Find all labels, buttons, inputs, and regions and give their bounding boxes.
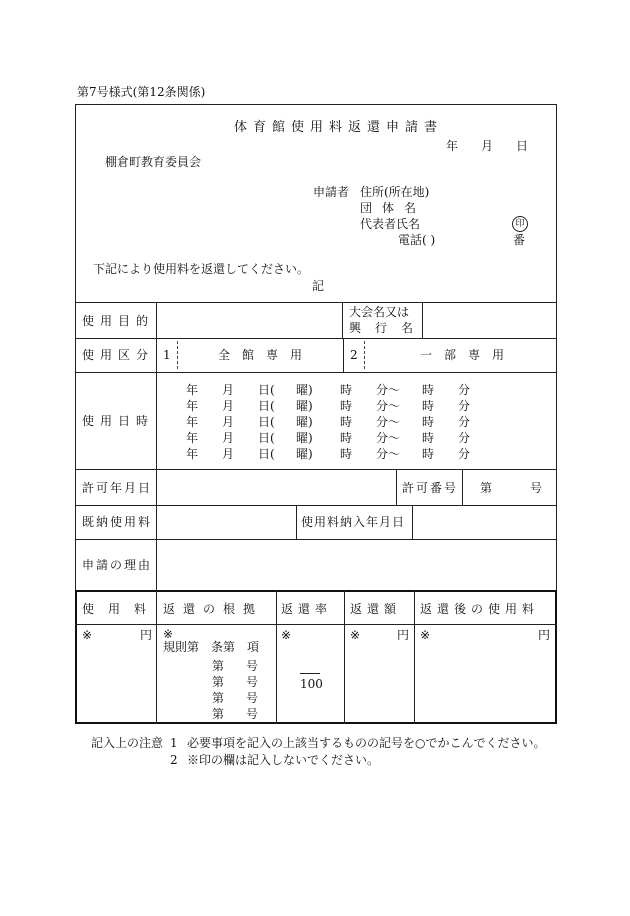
datetime-field-0-1: 月 bbox=[222, 383, 235, 397]
category-option-1-num[interactable]: 1 bbox=[163, 348, 171, 362]
refund-header-basis: 返還の根拠 bbox=[163, 602, 264, 616]
applicant-phone-label: 電話( ) bbox=[398, 233, 436, 247]
refund-fee-yen: 円 bbox=[140, 628, 153, 642]
datetime-field-0-2: 日( bbox=[258, 383, 275, 397]
refund-header-amount: 返還額 bbox=[350, 602, 402, 616]
datetime-field-1-1: 月 bbox=[222, 399, 235, 413]
datetime-field-0-4: 時 bbox=[340, 383, 353, 397]
date-day-label: 日 bbox=[516, 139, 529, 153]
datetime-field-2-2: 日( bbox=[258, 415, 275, 429]
datetime-field-1-2: 日( bbox=[258, 399, 275, 413]
refund-header-fee: 使用料 bbox=[82, 602, 161, 616]
refund-basis-sub-1-0: 第 bbox=[212, 675, 225, 689]
datetime-field-0-0: 年 bbox=[186, 383, 199, 397]
permit-number-label: 許可番号 bbox=[402, 481, 459, 495]
form-number: 第7号様式(第12条関係) bbox=[77, 85, 206, 99]
datetime-field-4-0: 年 bbox=[186, 447, 199, 461]
category-option-2-num[interactable]: 2 bbox=[350, 348, 358, 362]
datetime-field-3-5: 分～ bbox=[376, 431, 401, 445]
seal-icon: 印 bbox=[512, 216, 528, 232]
datetime-field-1-4: 時 bbox=[340, 399, 353, 413]
payment-date-label: 使用料納入年月日 bbox=[301, 515, 406, 529]
note-2-text: ※印の欄は記入しないでください。 bbox=[187, 753, 380, 767]
datetime-field-3-2: 日( bbox=[258, 431, 275, 445]
refund-fee-mark: ※ bbox=[82, 628, 93, 642]
permit-number-prefix: 第 bbox=[480, 481, 493, 495]
datetime-field-3-0: 年 bbox=[186, 431, 199, 445]
form-title: 体育館使用料返還申請書 bbox=[234, 120, 444, 135]
event-name-label-2: 興行名 bbox=[349, 321, 428, 335]
refund-basis-sub-0-0: 第 bbox=[212, 659, 225, 673]
date-year-label: 年 bbox=[446, 139, 459, 153]
refund-basis-sub-3-1: 号 bbox=[246, 707, 259, 721]
datetime-field-4-3: 曜) bbox=[296, 447, 313, 461]
date-month-label: 月 bbox=[481, 139, 494, 153]
datetime-field-4-7: 分 bbox=[458, 447, 471, 461]
datetime-field-1-7: 分 bbox=[458, 399, 471, 413]
refund-basis-sub-1-1: 号 bbox=[246, 675, 259, 689]
datetime-field-4-1: 月 bbox=[222, 447, 235, 461]
category-option-1-label[interactable]: 全館専用 bbox=[218, 348, 315, 362]
category-label: 使用区分 bbox=[82, 348, 155, 362]
intro-text: 下記により使用料を返還してください。 bbox=[93, 262, 310, 276]
refund-basis-mark: ※ bbox=[163, 627, 174, 641]
refund-rate-denominator: 100 bbox=[300, 677, 323, 691]
applicant-phone-suffix: 番 bbox=[513, 233, 526, 247]
datetime-field-4-4: 時 bbox=[340, 447, 353, 461]
purpose-label: 使用目的 bbox=[82, 314, 155, 328]
datetime-label: 使用日時 bbox=[82, 414, 155, 428]
datetime-field-4-5: 分～ bbox=[376, 447, 401, 461]
applicant-address-label: 住所(所在地) bbox=[360, 185, 430, 199]
datetime-field-1-6: 時 bbox=[422, 399, 435, 413]
refund-header-rate: 返還率 bbox=[281, 602, 333, 616]
note-1-text: 必要事項を記入の上該当するものの記号を○でかこんでください。 bbox=[187, 736, 546, 750]
datetime-field-4-6: 時 bbox=[422, 447, 435, 461]
event-name-label-1: 大会名又は bbox=[349, 305, 410, 319]
datetime-field-1-5: 分～ bbox=[376, 399, 401, 413]
datetime-field-3-7: 分 bbox=[458, 431, 471, 445]
refund-after-yen: 円 bbox=[538, 628, 551, 642]
note-2-num: 2 bbox=[170, 753, 178, 767]
refund-basis-sub-3-0: 第 bbox=[212, 707, 225, 721]
applicant-representative-label: 代表者氏名 bbox=[360, 217, 421, 231]
datetime-field-2-3: 曜) bbox=[296, 415, 313, 429]
refund-amount-mark: ※ bbox=[350, 628, 361, 642]
datetime-field-2-1: 月 bbox=[222, 415, 235, 429]
datetime-field-0-6: 時 bbox=[422, 383, 435, 397]
refund-rate-mark: ※ bbox=[281, 628, 292, 642]
datetime-field-2-4: 時 bbox=[340, 415, 353, 429]
reason-label: 申請の理由 bbox=[82, 558, 153, 572]
datetime-field-3-1: 月 bbox=[222, 431, 235, 445]
datetime-field-3-6: 時 bbox=[422, 431, 435, 445]
category-option-2-label[interactable]: 一部専用 bbox=[420, 348, 517, 362]
datetime-field-0-5: 分～ bbox=[376, 383, 401, 397]
refund-basis-sub-2-1: 号 bbox=[246, 691, 259, 705]
datetime-field-0-3: 曜) bbox=[296, 383, 313, 397]
datetime-field-2-7: 分 bbox=[458, 415, 471, 429]
datetime-field-3-4: 時 bbox=[340, 431, 353, 445]
ki-label: 記 bbox=[312, 279, 325, 293]
applicant-group-label: 団体名 bbox=[360, 201, 427, 215]
permit-date-label: 許可年月日 bbox=[82, 481, 153, 495]
datetime-field-0-7: 分 bbox=[458, 383, 471, 397]
paid-fee-label: 既納使用料 bbox=[82, 515, 153, 529]
notes-label: 記入上の注意 bbox=[91, 736, 164, 750]
refund-amount-yen: 円 bbox=[397, 628, 410, 642]
datetime-field-1-3: 曜) bbox=[296, 399, 313, 413]
datetime-field-2-0: 年 bbox=[186, 415, 199, 429]
refund-after-mark: ※ bbox=[420, 628, 431, 642]
datetime-field-1-0: 年 bbox=[186, 399, 199, 413]
refund-basis-rule: 規則第 条第 項 bbox=[163, 640, 260, 654]
datetime-field-2-6: 時 bbox=[422, 415, 435, 429]
applicant-label: 申請者 bbox=[313, 185, 350, 199]
datetime-field-3-3: 曜) bbox=[296, 431, 313, 445]
refund-basis-sub-0-1: 号 bbox=[246, 659, 259, 673]
datetime-field-2-5: 分～ bbox=[376, 415, 401, 429]
refund-header-after: 返還後の使用料 bbox=[420, 602, 540, 616]
refund-basis-sub-2-0: 第 bbox=[212, 691, 225, 705]
addressee: 棚倉町教育委員会 bbox=[105, 155, 202, 169]
permit-number-suffix: 号 bbox=[530, 481, 543, 495]
note-1-num: 1 bbox=[170, 736, 178, 750]
datetime-field-4-2: 日( bbox=[258, 447, 275, 461]
